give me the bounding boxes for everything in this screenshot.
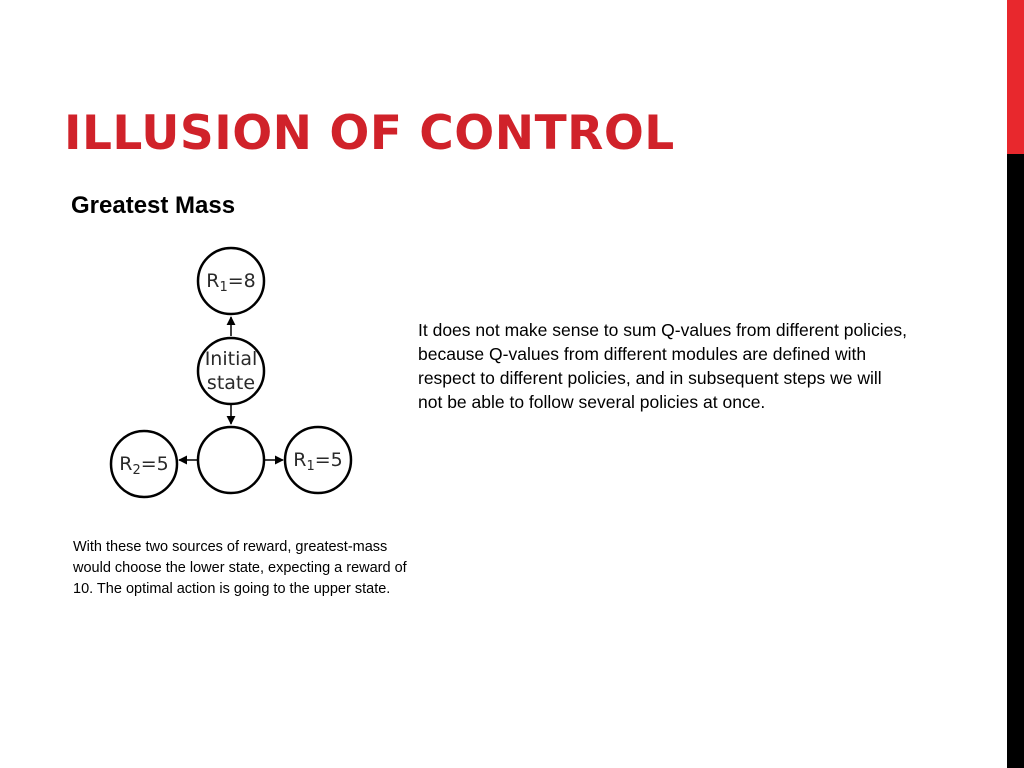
slide-subtitle: Greatest Mass <box>71 192 236 219</box>
svg-text:state: state <box>206 372 256 394</box>
svg-text:R1=8: $R_1=8$ <box>206 270 256 295</box>
explanation-text: It does not make sense to sum Q-values from different policies, because Q-values from different modules are defined with respect to different policies, and in subsequent steps we will not be able to follow several policies at once. <box>418 320 907 412</box>
svg-text:Initial: Initial <box>204 348 258 370</box>
slide-title: ILLUSION OF CONTROL <box>64 106 675 161</box>
node-left-reward <box>111 431 177 497</box>
state-diagram <box>100 240 380 510</box>
node-right-reward <box>285 427 351 493</box>
svg-text:R2=5: $R_2=5$ <box>119 453 169 478</box>
svg-text:R1=5: $R_1=5$ <box>293 449 343 474</box>
side-accent-bar-red <box>1007 0 1024 154</box>
caption-text: With these two sources of reward, greatest-mass would choose the lower state, expecting a reward of 10. The optimal action is going to the upper state. <box>73 539 407 597</box>
node-lower-state <box>198 427 264 493</box>
node-top-reward <box>198 248 264 314</box>
side-accent-bar-black <box>1007 154 1024 768</box>
node-initial-state <box>198 338 264 404</box>
